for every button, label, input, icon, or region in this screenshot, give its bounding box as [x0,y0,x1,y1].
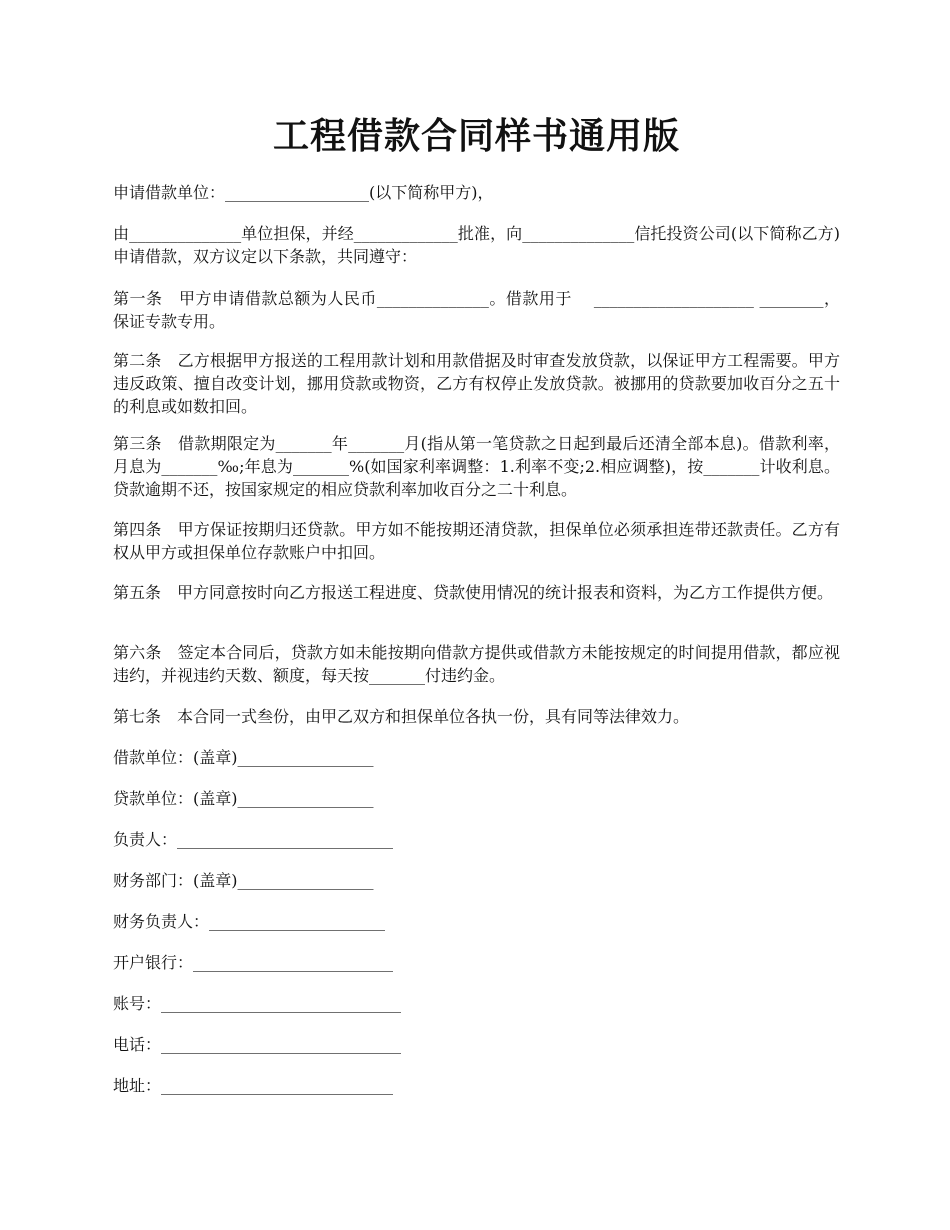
paragraph-applicant: 申请借款单位：__________________(以下简称甲方)， [113,183,494,202]
clause-6: 第六条 签定本合同后，贷款方如未能按期向借款方提供或借款方未能按规定的时间提用借款，都应视违约，并视违约天数、额度，每天按_______付违约金。 [113,643,840,685]
signature-lender: 贷款单位：(盖章)_________________ [113,789,374,808]
signature-phone: 电话：______________________________ [113,1035,402,1054]
clause-4: 第四条 甲方保证按期归还贷款。甲方如不能按期还清贷款，担保单位必须承担连带还款责任。乙方有权从甲方或担保单位存款账户中扣回。 [113,520,840,562]
clause-1: 第一条 甲方申请借款总额为人民币______________。借款用于 ____________________ ________，保证专款专用。 [113,289,840,331]
signature-bank: 开户银行：_________________________ [113,953,394,972]
clause-7: 第七条 本合同一式叁份，由甲乙双方和担保单位各执一份，具有同等法律效力。 [113,707,690,726]
clause-5: 第五条 甲方同意按时向乙方报送工程进度、贷款使用情况的统计报表和资料，为乙方工作提供方便。 [113,583,834,602]
clause-2: 第二条 乙方根据甲方报送的工程用款计划和用款借据及时审查发放贷款，以保证甲方工程需要。甲方违反政策、擅自改变计划，挪用贷款或物资，乙方有权停止发放贷款。被挪用的贷款要加收百分之五十的利息或如数扣回。 [113,351,840,416]
paragraph-guarantee: 由______________单位担保，并经_____________批准，向______________信托投资公司(以下简称乙方)申请借款，双方议定以下条款，共同遵守： [113,224,840,266]
signature-address: 地址：_____________________________ [113,1076,394,1095]
signature-account-number: 账号：______________________________ [113,994,402,1013]
signature-responsible-person: 负责人：___________________________ [113,830,394,849]
signature-borrower: 借款单位：(盖章)_________________ [113,748,374,767]
signature-finance-department: 财务部门：(盖章)_________________ [113,871,374,890]
signature-finance-head: 财务负责人：______________________ [113,912,386,931]
page-title: 工程借款合同样书通用版 [272,115,680,157]
clause-3: 第三条 借款期限定为_______年_______月(指从第一笔贷款之日起到最后还清全部本息)。借款利率，月息为_______‰;年息为_______%(如国家利率调整：1.利率不变;2.相应调整)，按_______计收利息。贷款逾期不还，按国家规定的相应贷款利率加收百分之二十利息。 [113,434,840,499]
